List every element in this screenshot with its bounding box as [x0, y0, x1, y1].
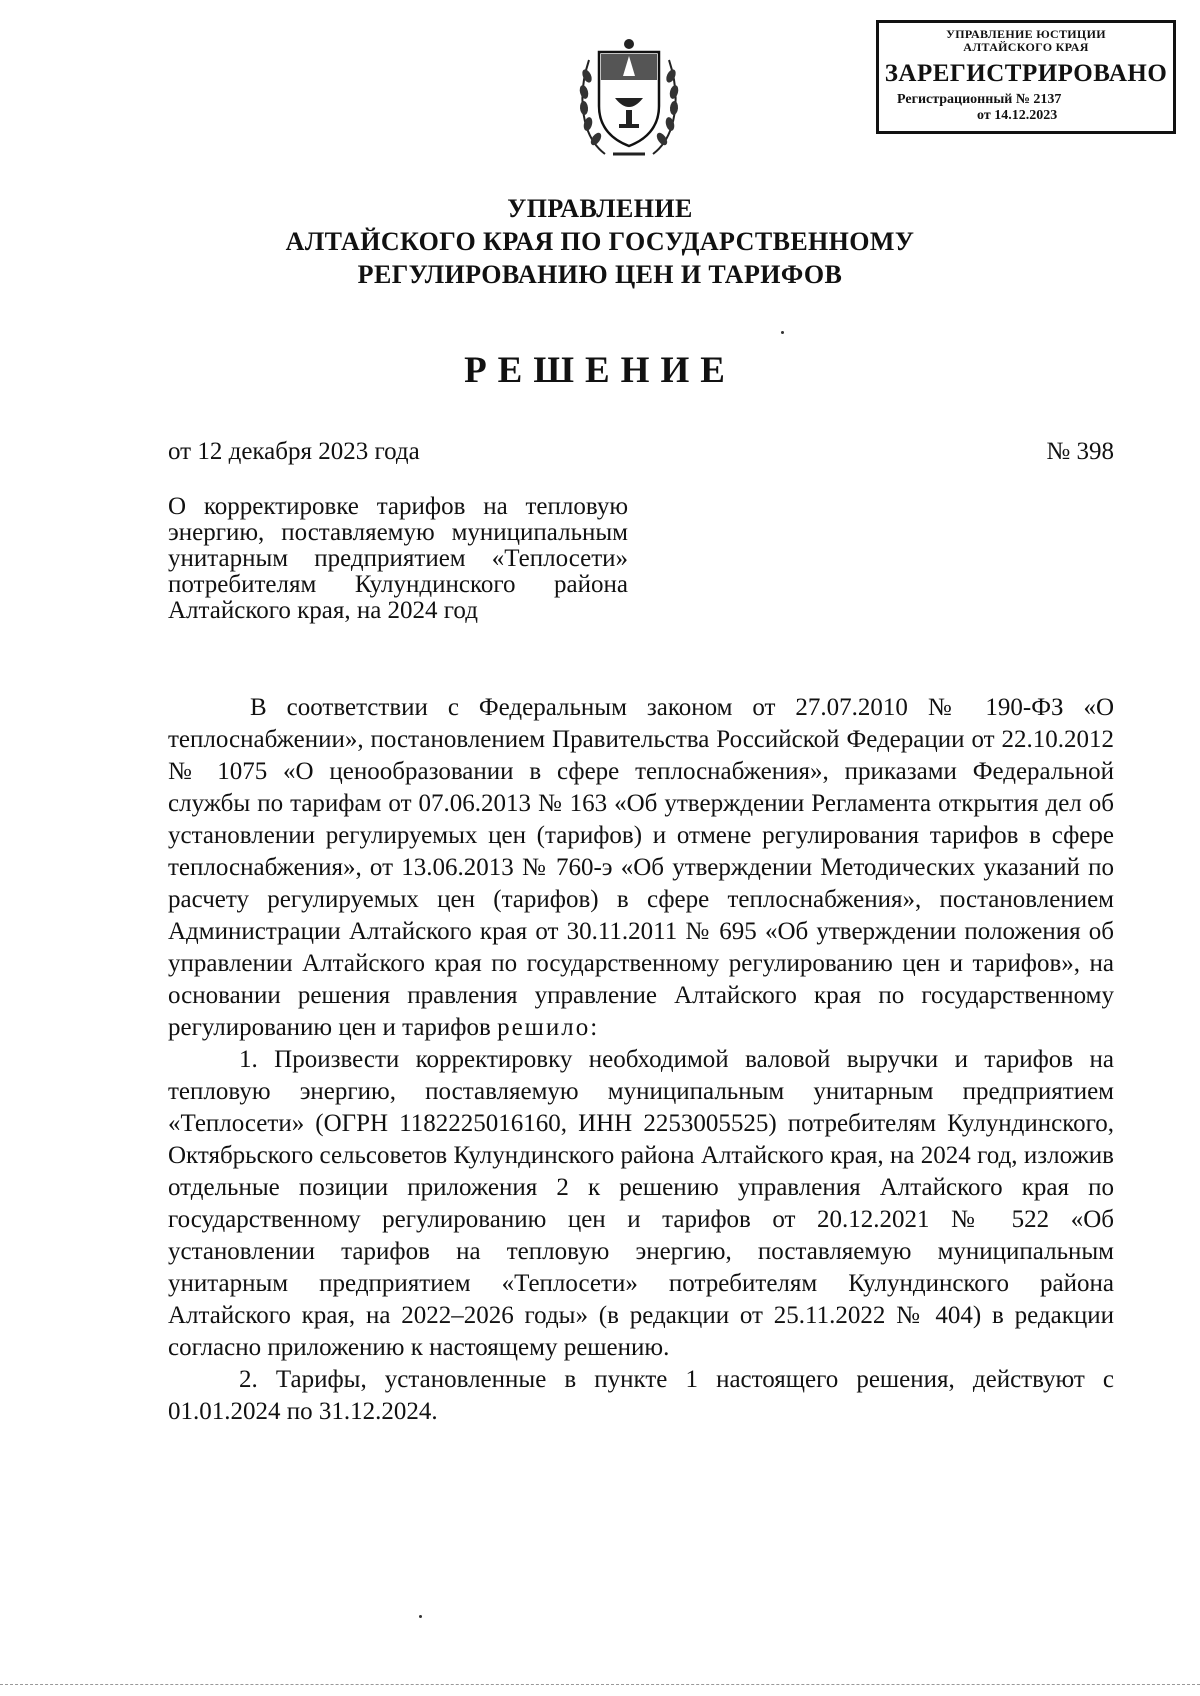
registration-stamp	[876, 20, 1176, 134]
stamp-org-line1: УПРАВЛЕНИЕ ЮСТИЦИИ	[946, 27, 1106, 41]
stamp-reg-number: Регистрационный № 2137	[897, 92, 1062, 107]
item-2-paragraph: 2. Тарифы, установленные в пункте 1 настоящего решения, действуют с 01.01.2024 по 31.12.2024.	[168, 1366, 1114, 1425]
header-line3: РЕГУЛИРОВАНИЮ ЦЕН И ТАРИФОВ	[357, 260, 843, 289]
scan-edge-line	[0, 1684, 1200, 1685]
header-line2: АЛТАЙСКОГО КРАЯ ПО ГОСУДАРСТВЕННОМУ	[285, 227, 915, 256]
document-title: РЕШЕНИЕ	[464, 350, 736, 391]
issuing-authority	[200, 192, 1000, 291]
stamp-reg-date: от 14.12.2023	[977, 108, 1058, 123]
preamble-text: В соответствии с Федеральным законом от 27.07.2010 № 190-ФЗ «О теплоснабжении», постановлением Правительства Российской Федерации от 22.10.2012 № 1075 «О ценообразовании в сфере теплоснабжения», приказами Федеральной службы по тарифам от 07.06.2013 № 163 «Об утверждении Регламента открытия дел об установлении регулируемых цен (тарифов) и отмене регулирования тарифов в сфере теплоснабжения», от 13.06.2013 № 760-э «Об утверждении Методических указаний по расчету регулируемых цен (тарифов) в сфере теплоснабжения», постановлением Администрации Алтайского края от 30.11.2011 № 695 «Об утверждении положения об управлении Алтайского края по государственному регулированию цен и тарифов», на основании решения правления управление Алтайского края по государственному регулированию цен и тарифов	[168, 694, 1114, 1041]
document-number: № 398	[1046, 438, 1114, 465]
document-subject: О корректировке тарифов на тепловую энергию, поставляемую муниципальным унитарным предприятием «Теплосети» потребителям Кулундинского района Алтайского края, на 2024 год	[168, 493, 628, 624]
header-line1: УПРАВЛЕНИЕ	[507, 194, 693, 223]
document-date: от 12 декабря 2023 года	[168, 438, 420, 465]
scan-speck	[781, 331, 784, 334]
stamp-status: ЗАРЕГИСТРИРОВАНО	[884, 60, 1168, 87]
document-body	[168, 692, 1114, 1428]
coat-of-arms-icon	[575, 36, 683, 164]
scan-speck	[419, 1615, 422, 1618]
stamp-org	[879, 28, 1173, 54]
decided-text: решило:	[497, 1014, 600, 1041]
preamble-paragraph	[168, 692, 1114, 1044]
stamp-org-line2: АЛТАЙСКОГО КРАЯ	[963, 40, 1089, 54]
item-1-paragraph: 1. Произвести корректировку необходимой валовой выручки и тарифов на тепловую энергию, поставляемую муниципальным унитарным предприятием «Теплосети» (ОГРН 1182225016160, ИНН 2253005525) потребителям Кулундинского, Октябрьского сельсоветов Кулундинского района Алтайского края, на 2024 год, изложив отдельные позиции приложения 2 к решению управления Алтайского края по государственному регулированию цен и тарифов от 20.12.2021 № 522 «Об установлении тарифов на тепловую энергию, поставляемую муниципальным унитарным предприятием «Теплосети» потребителям Кулундинского района Алтайского края, на 2022–2026 годы» (в редакции от 25.11.2022 № 404) в редакции согласно приложению к настоящему решению.	[168, 1046, 1114, 1361]
